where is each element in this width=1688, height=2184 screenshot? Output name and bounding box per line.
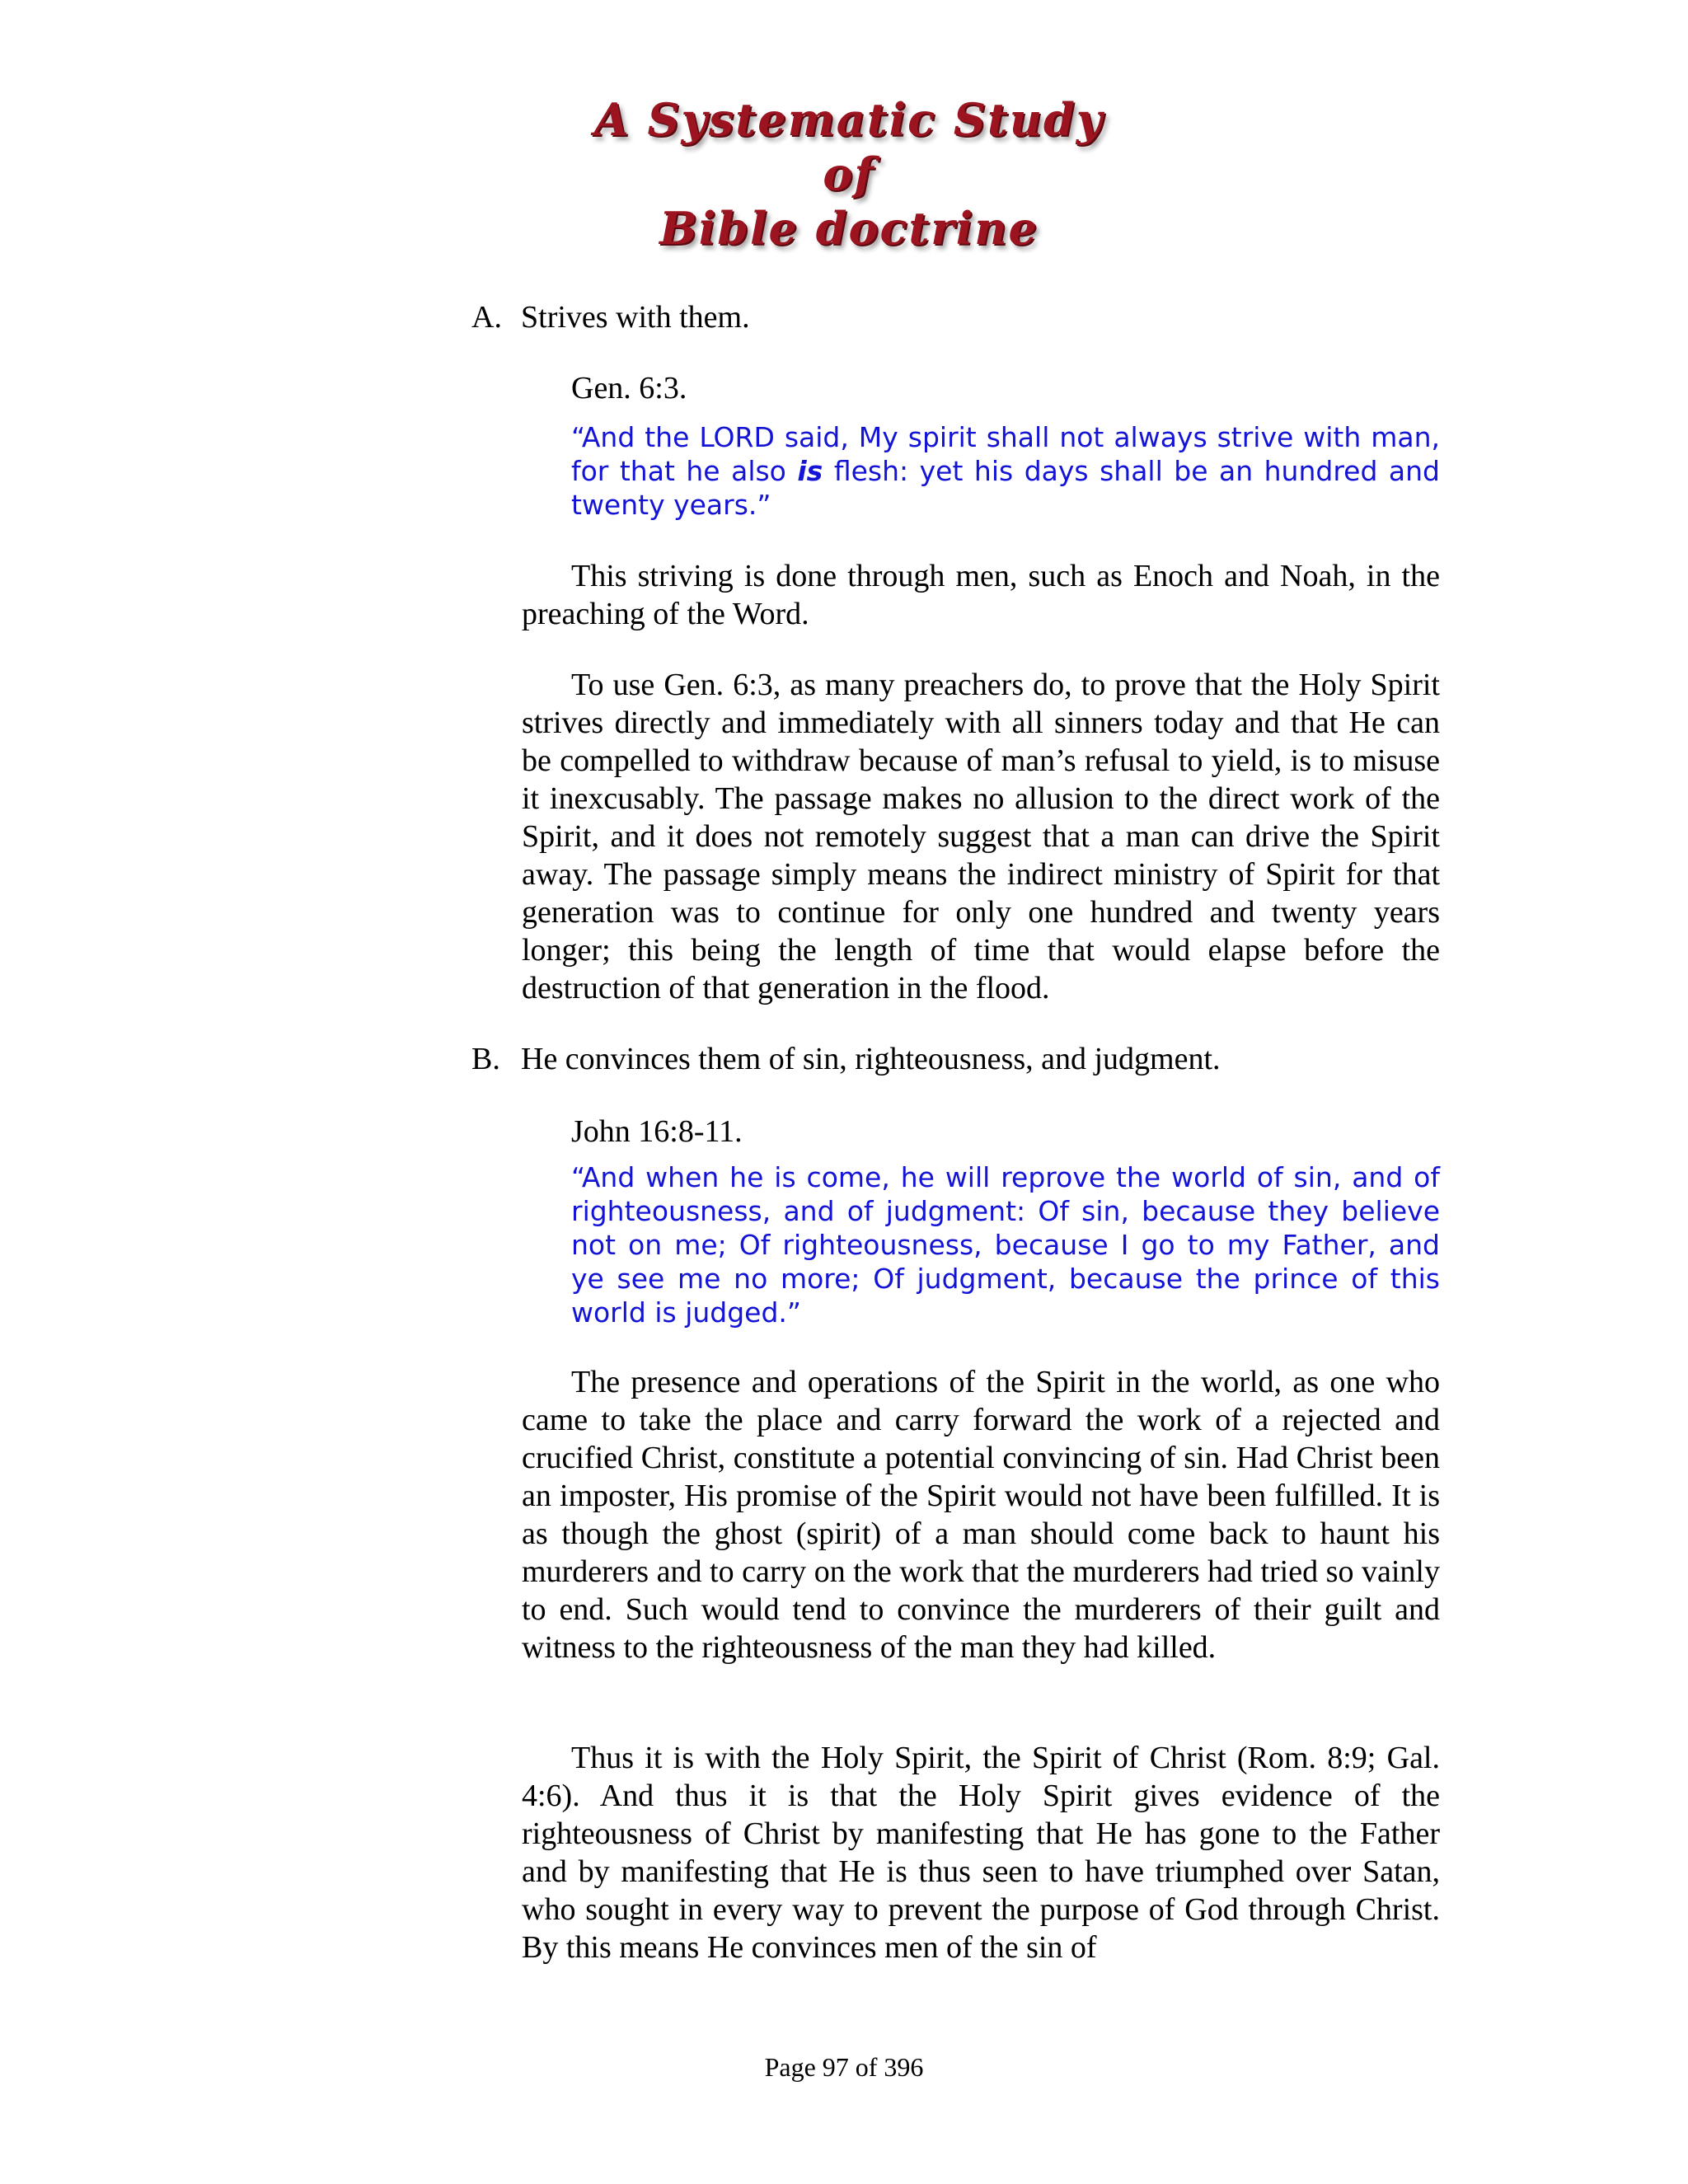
section-marker: A. bbox=[471, 300, 502, 335]
scripture-quote: “And when he is come, he will reprove the world of sin, and of righteousness, and of judgment: Of sin, because they believe not on me; Of righteousness, because I go to my Father, and ye see me no more; Of judgment, because the prince of this world is judged.” bbox=[571, 1161, 1440, 1329]
section-title: He convinces them of sin, righteousness, and judgment. bbox=[521, 1042, 1221, 1076]
logo-line-2: Bible doctrine bbox=[659, 202, 1039, 255]
section-b-heading bbox=[471, 1040, 1444, 1078]
section-marker: B. bbox=[471, 1042, 500, 1076]
body-paragraph: To use Gen. 6:3, as many preachers do, to prove that the Holy Spirit strives directly and immediately with all sinners today and that He can be compelled to withdraw because of man’s refusal to yield, is to misuse it inexcusably. The passage makes no allusion to the direct work of the Spirit, and it does not remotely suggest that a man can drive the Spirit away. The passage simply means the indirect ministry of Spirit for that generation was to continue for only one hundred and twenty years longer; this being the length of time that would elapse before the destruction of that generation in the flood. bbox=[522, 668, 1440, 1005]
book-title-logo bbox=[560, 92, 1137, 255]
scripture-quote: “And the LORD said, My spirit shall not always strive with man, for that he also is flesh: yet his days shall be an hundred and twenty years.” bbox=[571, 421, 1440, 521]
scripture-reference: John 16:8-11. bbox=[571, 1114, 743, 1149]
logo-line-1: A Systematic Study of bbox=[593, 93, 1104, 200]
body-paragraph: Thus it is with the Holy Spirit, the Spirit of Christ (Rom. 8:9; Gal. 4:6). And thus it is that the Holy Spirit gives evidence of the righteousness of Christ by manifesting that He has gone to the Father and by manifesting that He is thus seen to have triumphed over Satan, who sought in every way to prevent the purpose of God through Christ. By this means He convinces men of the sin of bbox=[522, 1741, 1440, 1965]
page-number: Page 97 of 396 bbox=[764, 2052, 924, 2082]
body-paragraph: This striving is done through men, such as Enoch and Noah, in the preaching of the Word. bbox=[522, 559, 1440, 631]
section-title: Strives with them. bbox=[521, 300, 750, 335]
section-a-heading bbox=[471, 298, 1444, 336]
emphasis-word: is bbox=[797, 455, 823, 487]
body-paragraph: The presence and operations of the Spirit in the world, as one who came to take the place and carry forward the work of a rejected and crucified Christ, constitute a potential convincing of sin. Had Christ been an imposter, His promise of the Spirit would not have been fulfilled. It is as though the ghost (spirit) of a man should come back to haunt his murderers and to carry on the work that the murderers had tried so vainly to end. Such would tend to convince the murderers of their guilt and witness to the righteousness of the man they had killed. bbox=[522, 1365, 1440, 1665]
scripture-reference: Gen. 6:3. bbox=[571, 371, 687, 405]
